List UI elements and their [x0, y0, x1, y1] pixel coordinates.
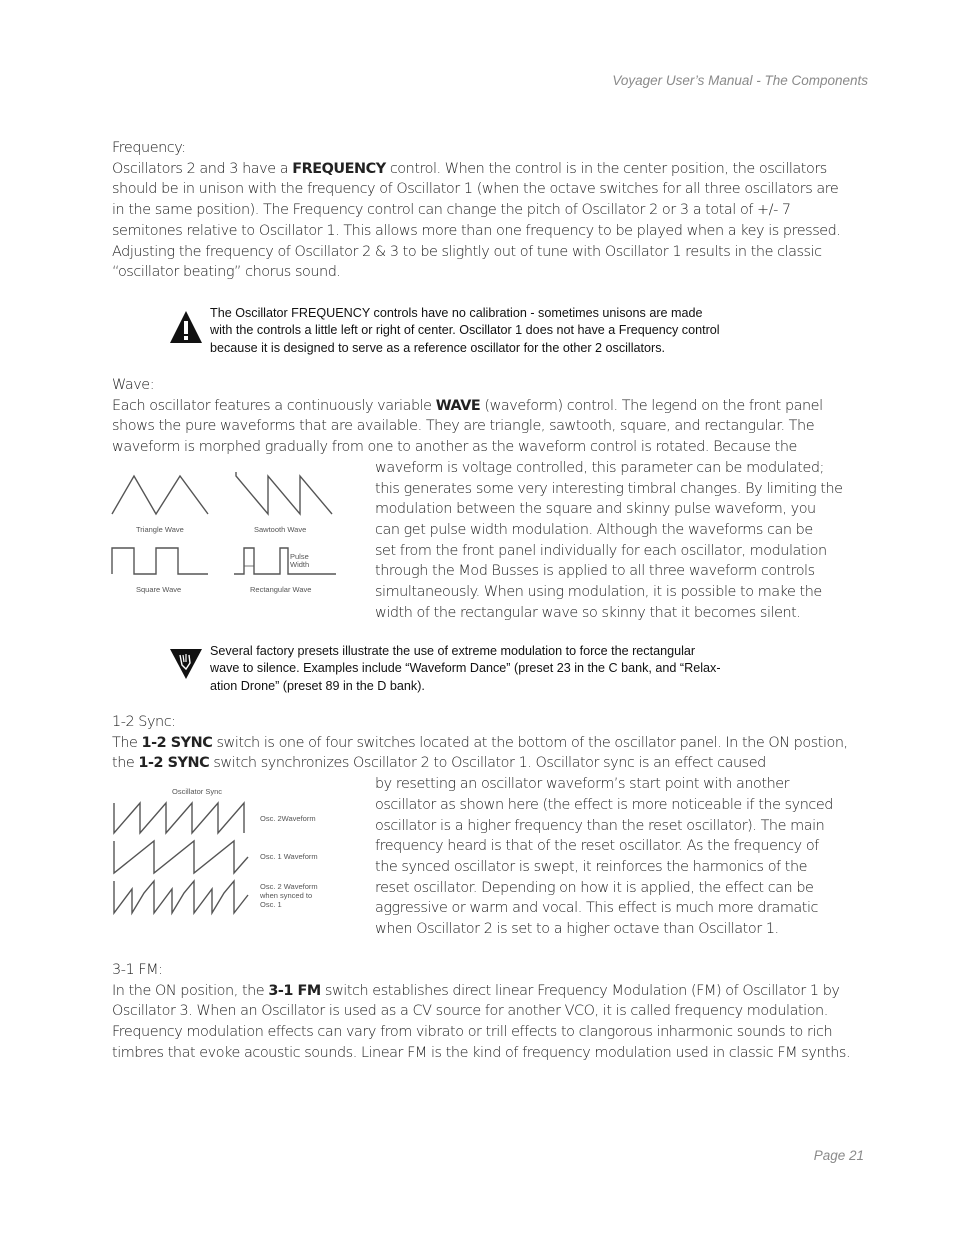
keyword-sync-2: 1-2 SYNC — [138, 755, 210, 772]
warning-triangle-icon — [168, 309, 204, 345]
label-osc2-synced-1: Osc. 2 Waveform — [260, 882, 318, 891]
label-osc2-synced-2: when synced to — [260, 891, 313, 900]
keyword-frequency: FREQUENCY — [292, 160, 386, 177]
heading-fm: 3-1 FM: — [112, 962, 163, 978]
oscillator-sync-figure — [110, 783, 330, 919]
paragraph-sync-wrap: by resetting an oscillator waveform’s start point with another oscillator as shown here (the effect is more noticeable if the synced oscillator is a higher frequency than the reset oscillator). The main frequency heard is that of the reset oscillator. As the frequency of the synced oscillator is swept, it reinforces the harmonics of the reset oscillator. Depending on how it is applied, the effect can be aggressive or warm and vocal. This effect is much more dramatic when Oscillator 2 is set to a higher octave than Oscillator 1. — [375, 776, 833, 938]
preset-hand-triangle-icon — [168, 647, 204, 683]
section-frequency — [112, 138, 852, 283]
paragraph-sync: The 1-2 SYNC switch is one of four switches located at the bottom of the oscillator panel. In the ON postion, the 1-2 SYNC switch synchronizes Oscillator 2 to Oscillator 1. Oscillator sync is an effect caused — [112, 734, 848, 772]
keyword-wave: WAVE — [435, 397, 481, 414]
note-text: The Oscillator FREQUENCY controls have no calibration - sometimes unisons are made with the controls a little left or right of center. Oscillator 1 does not have a Frequency control because it is designed to serve as a reference oscillator for the other 2 oscillators. — [210, 306, 720, 355]
sawtooth-wave-shape — [236, 472, 332, 514]
label-osc2-waveform: Osc. 2Waveform — [260, 814, 316, 823]
label-pulse: Pulse — [290, 552, 309, 561]
label-oscillator-sync: Oscillator Sync — [172, 787, 223, 796]
square-wave-shape — [112, 548, 208, 574]
waveforms-figure — [108, 466, 342, 598]
label-square-wave: Square Wave — [136, 585, 182, 594]
label-sawtooth-wave: Sawtooth Wave — [254, 525, 307, 534]
label-osc1-waveform: Osc. 1 Waveform — [260, 852, 318, 861]
keyword-sync: 1-2 SYNC — [141, 734, 213, 751]
heading-frequency: Frequency: — [112, 140, 186, 156]
label-osc2-synced-3: Osc. 1 — [260, 900, 282, 909]
label-triangle-wave: Triangle Wave — [136, 525, 184, 534]
osc2-synced-shape — [114, 881, 248, 913]
page-number: Page 21 — [813, 1148, 864, 1163]
osc1-waveform-shape — [114, 841, 248, 873]
note-text: Several factory presets illustrate the use of extreme modulation to force the rectangular wave to silence. Examples include “Waveform Dance” (preset 23 in the C bank, and “Relax- ation Drone” (preset 89 in the D bank). — [210, 644, 721, 693]
keyword-fm: 3-1 FM — [268, 982, 321, 999]
paragraph-wave-wrap: waveform is voltage controlled, this parameter can be modulated; this generates some very interesting timbral changes. By limiting the modulation between the square and skinny pulse waveform, you can get pulse width modulation. Although the waveforms can be set from the front panel individually for each oscillator, modulation through the Mod Busses is applied to all three waveform controls simultaneously. When using modulation, it is possible to make the width of the rectangular wave so skinny that it becomes silent. — [375, 459, 843, 621]
label-rectangular-wave: Rectangular Wave — [250, 585, 312, 594]
heading-sync: 1-2 Sync: — [112, 714, 176, 730]
label-width: Width — [290, 560, 310, 569]
paragraph-fm: In the ON position, the 3-1 FM switch establishes direct linear Frequency Modulation (FM) of Oscillator 1 by Oscillator 3. When an Oscillator is used as a CV source for another VCO, it is called frequency modulation. Frequency modulation effects can vary from vibrato or trill effects to clangorous inharmonic sounds to rich timbres that evoke acoustic sounds. Linear FM is the kind of frequency modulation used in classic FM synths. — [112, 982, 851, 1061]
running-header: Voyager User’s Manual - The Components — [612, 73, 868, 88]
triangle-wave-shape — [112, 476, 208, 514]
paragraph-frequency: Oscillators 2 and 3 have a FREQUENCY control. When the control is in the center position, the oscillators should be in unison with the frequency of Oscillator 1 (when the octave switches for all three oscillators are in the same position). The Frequency control can change the pitch of Oscillator 2 or 3 a total of +/- 7 semitones relative to Oscillator 1. This allows more than one frequency to be played when a key is pressed. Adjusting the frequency of Oscillator 2 & 3 to be slightly out of tune with Oscillator 1 results in the classic “oscillator beating” chorus sound. — [112, 160, 841, 281]
osc2-waveform-shape — [114, 803, 244, 833]
paragraph-wave: Each oscillator features a continuously variable WAVE (waveform) control. The legend on the front panel shows the pure waveforms that are available. They are triangle, sawtooth, square, and rectangular. The waveform is morphed gradually from one to another as the waveform control is rotated. Because the — [112, 397, 823, 456]
rectangular-wave-shape — [234, 548, 336, 574]
heading-wave: Wave: — [112, 377, 155, 393]
section-fm — [112, 960, 852, 1064]
